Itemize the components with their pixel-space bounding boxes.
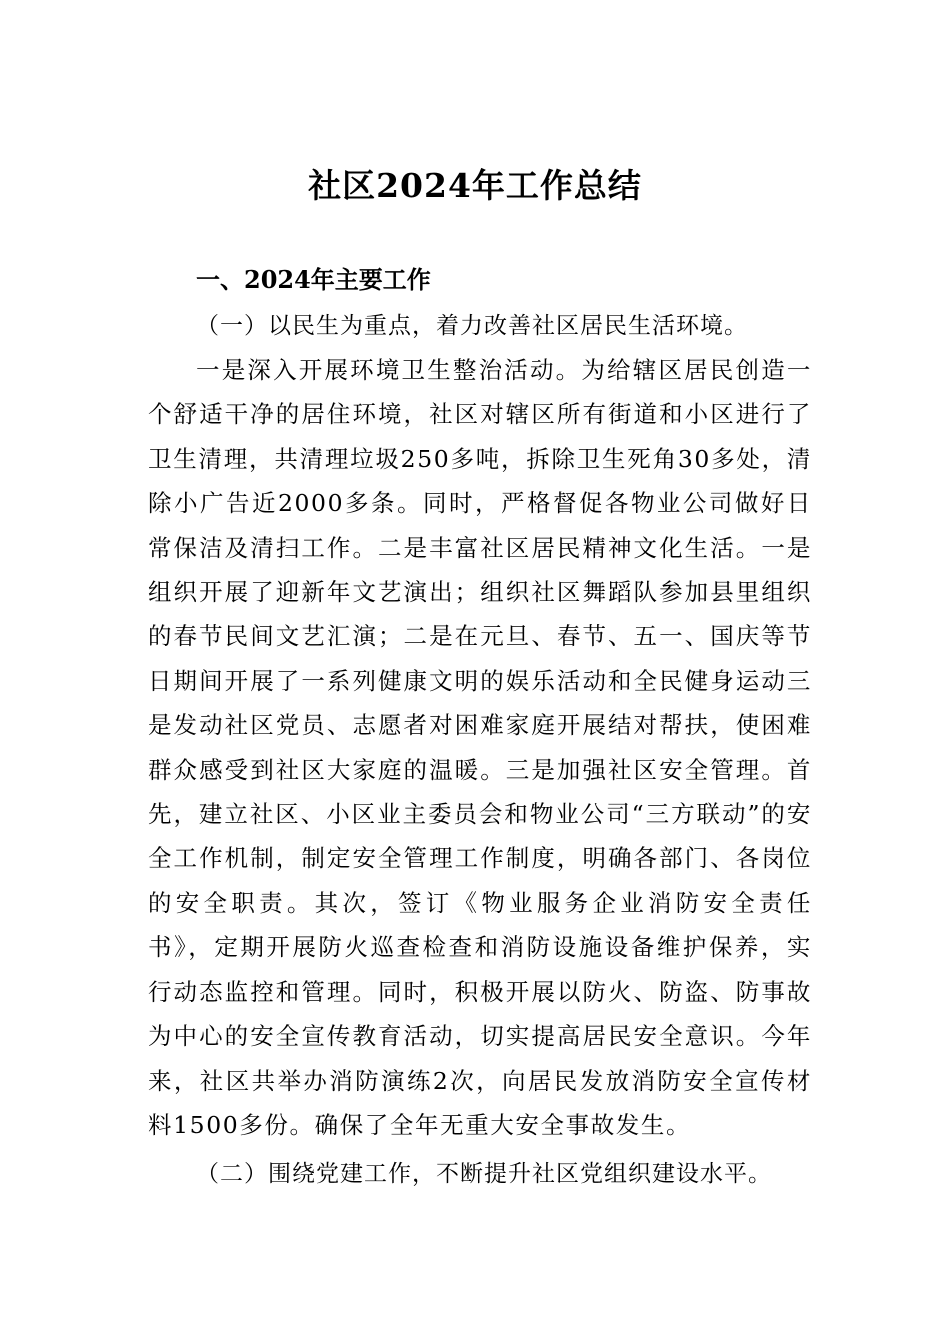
subsection-heading-2: （二）围绕党建工作，不断提升社区党组织建设水平。 [196, 1161, 772, 1187]
document-title: 社区2024年工作总结 [308, 166, 642, 205]
section-heading: 一、2024年主要工作 [196, 265, 431, 294]
subsection-heading-1: （一）以民生为重点，着力改善社区居民生活环境。 [196, 313, 748, 339]
body-paragraph: 一是深入开展环境卫生整治活动。为给辖区居民创造一个舒适干净的居住环境，社区对辖区所有街道和小区进行了卫生清理，共清理垃圾250多吨，拆除卫生死角30多处，清除小广告近2000多条。同时，严格督促各物业公司做好日常保洁及清扫工作。二是丰富社区居民精神文化生活。一是组织开展了迎新年文艺演出；组织社区舞蹈队参加县里组织的春节民间文艺汇演；二是在元旦、春节、五一、国庆等节日期间开展了一系列健康文明的娱乐活动和全民健身运动三是发动社区党员、志愿者对困难家庭开展结对帮扶，使困难群众感受到社区大家庭的温暖。三是加强社区安全管理。首先，建立社区、小区业主委员会和物业公司“三方联动”的安全工作机制，制定安全管理工作制度，明确各部门、各岗位的安全职责。其次，签订《物业服务企业消防安全责任书》，定期开展防火巡查检查和消防设施设备维护保养，实行动态监控和管理。同时，积极开展以防火、防盗、防事故为中心的安全宣传教育活动，切实提高居民安全意识。今年来，社区共举办消防演练2次，向居民发放消防安全宣传材料1500多份。确保了全年无重大安全事故发生。 [148, 356, 812, 1139]
